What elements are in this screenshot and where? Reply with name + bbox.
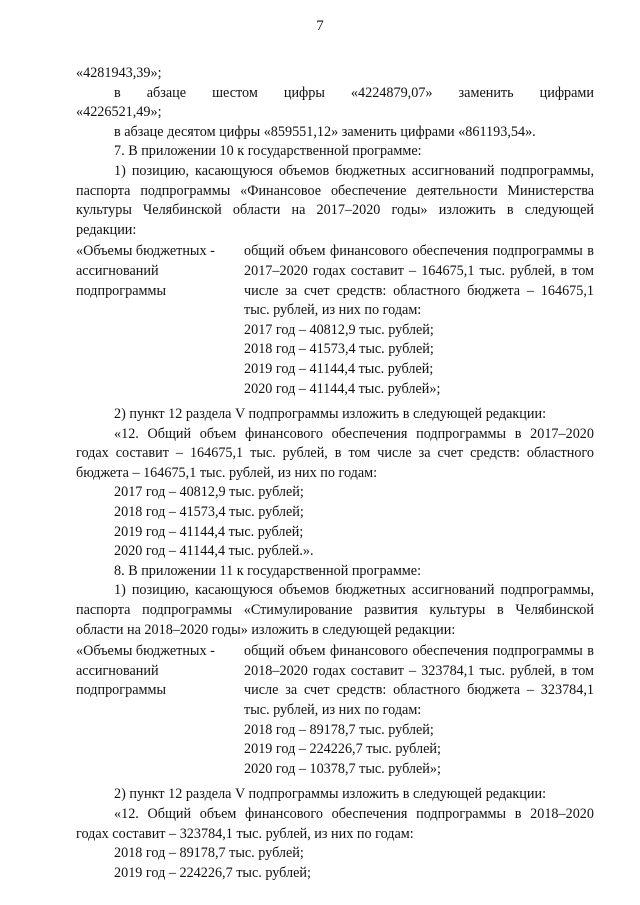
paragraph: «4226521,49»; bbox=[76, 104, 162, 121]
year-line: 2017 год – 40812,9 тыс. рублей; bbox=[244, 321, 434, 338]
year-line: 2019 год – 224226,7 тыс. рублей; bbox=[244, 741, 441, 758]
passport-value bbox=[244, 242, 594, 399]
page-number: 7 bbox=[316, 18, 324, 34]
passport-table-2 bbox=[76, 642, 594, 779]
passport-value bbox=[244, 642, 594, 779]
year-line: 2018 год – 41573,4 тыс. рублей; bbox=[244, 341, 434, 358]
paragraph: 2) пункт 12 раздела V подпрограммы изложить в следующей редакции: bbox=[114, 786, 547, 803]
passport-text: общий объем финансового обеспечения подпрограммы в 2018–2020 годах составит – 323784,1 тыс. рублей, в том числе за счет средств: областного бюджета – 323784,1 тыс. рублей, из них по годам: bbox=[244, 643, 594, 718]
year-line: 2019 год – 224226,7 тыс. рублей; bbox=[114, 864, 311, 881]
year-line: 2017 год – 40812,9 тыс. рублей; bbox=[114, 484, 304, 501]
paragraph: в абзаце шестом цифры «4224879,07» заменить цифрами bbox=[114, 84, 594, 101]
paragraph: «12. Общий объем финансового обеспечения подпрограммы в 2017–2020 годах составит – 164675,1 тыс. рублей, в том числе за счет средств: областного бюджета – 164675,1 тыс. рублей, из них по годам: bbox=[76, 425, 594, 481]
document-body bbox=[76, 64, 594, 883]
paragraph: 2) пункт 12 раздела V подпрограммы изложить в следующей редакции: bbox=[114, 406, 547, 423]
year-line: 2018 год – 89178,7 тыс. рублей; bbox=[244, 721, 434, 738]
paragraph: в абзаце десятом цифры «859551,12» заменить цифрами «861193,54». bbox=[114, 123, 536, 140]
paragraph: 7. В приложении 10 к государственной программе: bbox=[114, 143, 422, 160]
paragraph: «12. Общий объем финансового обеспечения подпрограммы в 2018–2020 годах составит – 323784,1 тыс. рублей, из них по годам: bbox=[76, 805, 594, 842]
paragraph: 1) позицию, касающуюся объемов бюджетных ассигнований подпрограммы, паспорта подпрограммы «Финансовое обеспечение деятельности Министерства культуры Челябинской области на 2017–2020 годы» изложить в следующей редакции: bbox=[76, 162, 594, 238]
year-line: 2020 год – 41144,4 тыс. рублей»; bbox=[244, 380, 441, 397]
year-line: 2020 год – 10378,7 тыс. рублей»; bbox=[244, 760, 441, 777]
passport-label: «Объемы бюджетных - ассигнований подпрограммы bbox=[76, 643, 215, 699]
year-line: 2019 год – 41144,4 тыс. рублей; bbox=[244, 360, 434, 377]
passport-text: общий объем финансового обеспечения подпрограммы в 2017–2020 годах составит – 164675,1 тыс. рублей, в том числе за счет средств: областного бюджета – 164675,1 тыс. рублей, из них по годам: bbox=[244, 243, 594, 319]
year-line: 2018 год – 89178,7 тыс. рублей; bbox=[114, 845, 304, 862]
paragraph: 1) позицию, касающуюся объемов бюджетных ассигнований подпрограммы, паспорта подпрограммы «Стимулирование развития культуры в Челябинской области на 2018–2020 годы» изложить в следующей редакции: bbox=[76, 582, 594, 638]
paragraph: «4281943,39»; bbox=[76, 65, 162, 81]
year-line: 2018 год – 41573,4 тыс. рублей; bbox=[114, 504, 304, 521]
year-line: 2019 год – 41144,4 тыс. рублей; bbox=[114, 523, 304, 540]
passport-table-1 bbox=[76, 242, 594, 399]
passport-label: «Объемы бюджетных - ассигнований подпрограммы bbox=[76, 243, 215, 299]
paragraph: 8. В приложении 11 к государственной программе: bbox=[114, 562, 422, 579]
year-line: 2020 год – 41144,4 тыс. рублей.». bbox=[114, 543, 314, 560]
